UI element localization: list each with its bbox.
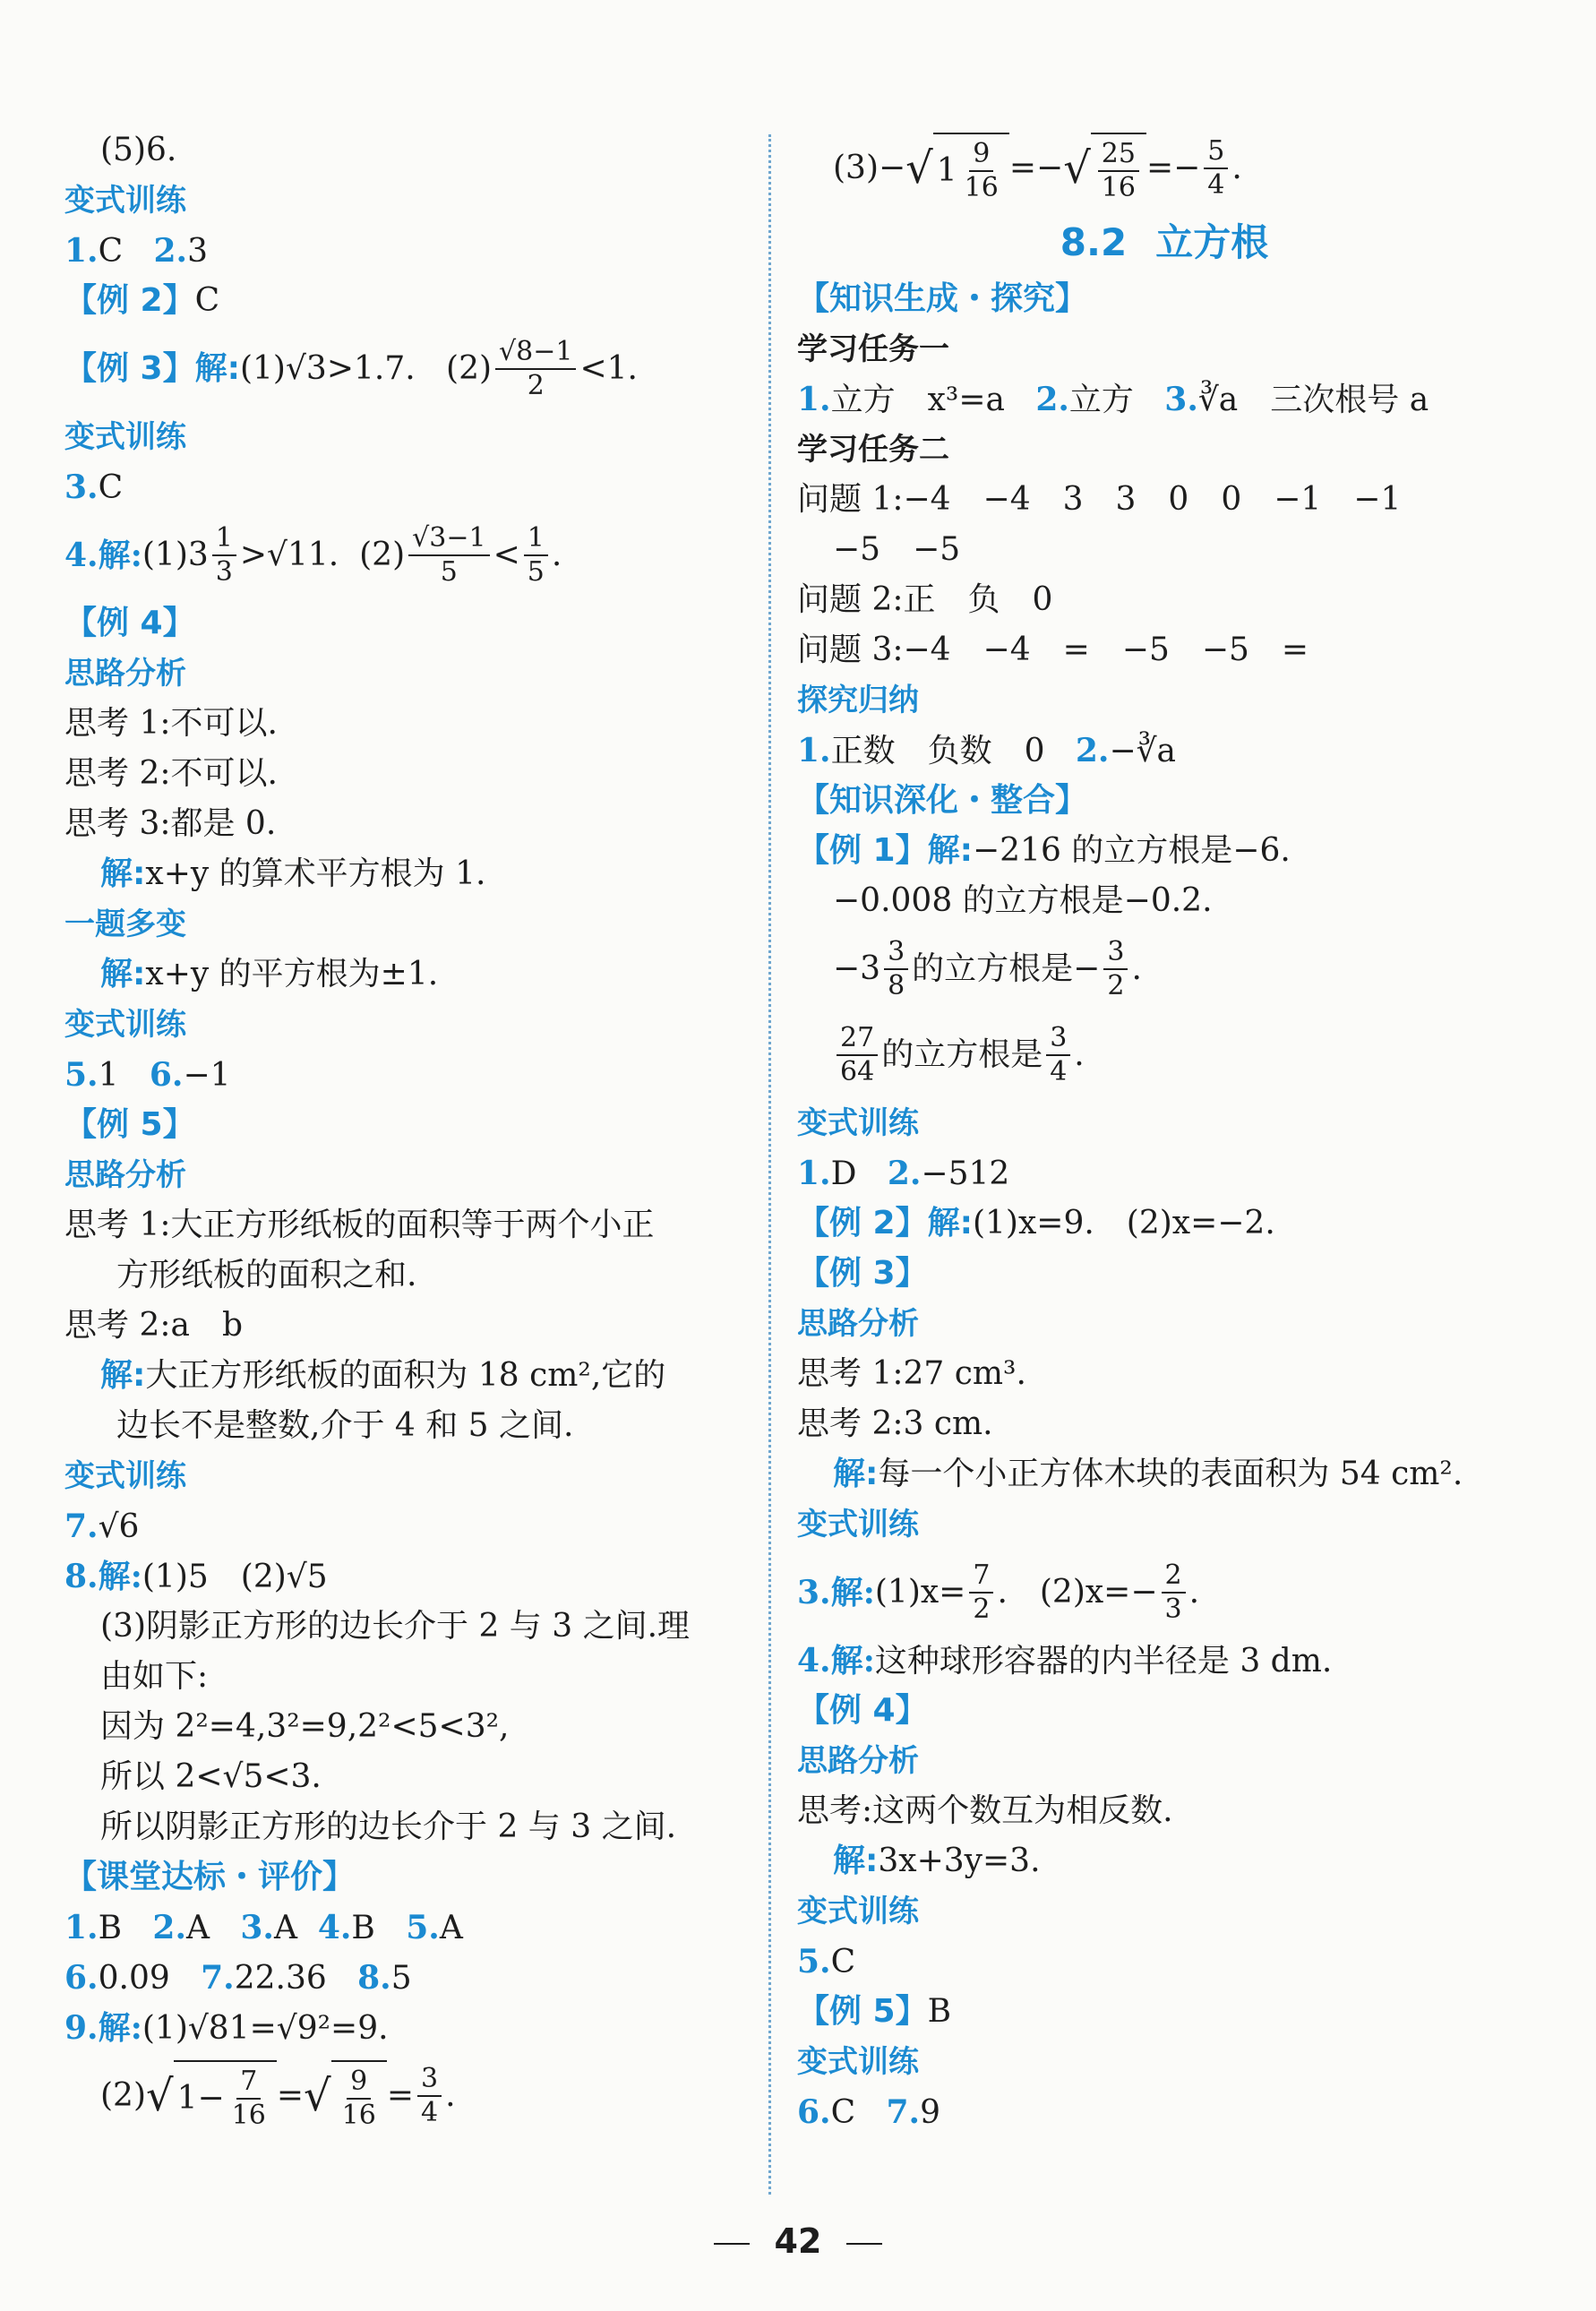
text-line: 思考 1:不可以. — [64, 705, 278, 742]
example-2: 【例 2】解:(1)x=9. (2)x=−2. — [797, 1205, 1275, 1241]
heading-task-2: 学习任务二 — [797, 432, 949, 468]
text-line: −0.008 的立方根是−0.2. — [833, 882, 1213, 919]
right-column — [797, 125, 1532, 2137]
text-line: 思考 2:3 cm. — [797, 1405, 993, 1442]
text-line: 由如下: — [100, 1658, 209, 1695]
text-line: 所以阴影正方形的边长介于 2 与 3 之间. — [100, 1808, 677, 1845]
radical: √ 1 $\frac{9}{16}$ — [905, 133, 1009, 204]
left-column — [64, 125, 745, 2139]
heading-summary: 探究归纳 — [797, 683, 919, 718]
answer-line: 6.0.09 7.22.36 8.5 — [64, 1959, 412, 1997]
text-line: 边长不是整数,介于 4 和 5 之间. — [116, 1407, 574, 1444]
example-2: 【例 2】C — [64, 282, 220, 319]
solution-line: 解:3x+3y=3. — [833, 1843, 1041, 1879]
heading-variation-training: 变式训练 — [64, 1007, 186, 1043]
heading-variation-training: 变式训练 — [64, 183, 186, 219]
fraction: $\frac{3}{4}$ — [417, 2063, 442, 2129]
heading-variation-training: 变式训练 — [797, 2044, 919, 2080]
fraction: $\frac{1}{5}$ — [524, 522, 548, 588]
heading-knowledge-generation: 【知识生成・探究】 — [797, 280, 1088, 317]
text-line: 问题 1:−4 −4 3 3 0 0 −1 −1 — [797, 481, 1402, 518]
heading-task-1: 学习任务一 — [797, 331, 949, 367]
answer-line: 5.C — [797, 1943, 856, 1980]
fraction: $\frac{√3-1}{5}$ — [408, 522, 489, 588]
text-line: 思考 1:27 cm³. — [797, 1355, 1026, 1392]
answer-line: 1.D 2.−512 — [797, 1155, 1010, 1192]
answer-line: 7.√6 — [64, 1508, 140, 1545]
heading-analysis: 思路分析 — [64, 656, 186, 692]
solution-line: 解:大正方形纸板的面积为 18 cm²,它的 — [100, 1357, 666, 1394]
text-line: 思考 2:不可以. — [64, 755, 278, 792]
heading-analysis: 思路分析 — [64, 1157, 186, 1193]
text-line: $\frac{27}{64}$ 的立方根是 $\frac{3}{4}$ . — [797, 1012, 1532, 1098]
fraction: $\frac{5}{4}$ — [1204, 135, 1228, 202]
radical: √ $\frac{25}{16}$ — [1063, 133, 1146, 204]
answer-line: 8.解:(1)5 (2)√5 — [64, 1558, 328, 1595]
answer-line: 6.C 7.9 — [797, 2093, 940, 2131]
text-line: −3 $\frac{3}{8}$ 的立方根是− $\frac{3}{2}$ . — [833, 936, 1142, 1001]
heading-variation-training: 变式训练 — [797, 1894, 919, 1929]
text-line: 问题 2:正 负 0 — [797, 581, 1053, 618]
section-title: 8.2 立方根 — [1060, 220, 1269, 264]
text-line: −5 −5 — [833, 531, 961, 568]
solution-line: 解:每一个小正方体木块的表面积为 54 cm². — [833, 1456, 1463, 1492]
radical: √ 1− $\frac{7}{16}$ — [146, 2060, 277, 2132]
text-line: 因为 2²=4,3²=9,2²<5<3², — [100, 1708, 510, 1745]
answer-line: 4.解:这种球形容器的内半径是 3 dm. — [797, 1642, 1333, 1680]
answer-line: 5.1 6.−1 — [64, 1056, 231, 1094]
fraction: $\frac{√8-1}{2}$ — [495, 336, 576, 402]
heading-variation-training: 变式训练 — [64, 419, 186, 455]
text-line: 思考:这两个数互为相反数. — [797, 1792, 1173, 1829]
heading-variation-training: 变式训练 — [797, 1105, 919, 1141]
heading-knowledge-deepening: 【知识深化・整合】 — [797, 782, 1088, 819]
heading-analysis: 思路分析 — [797, 1306, 919, 1342]
heading-one-question-many-changes: 一题多变 — [64, 906, 186, 942]
answer-line — [64, 125, 745, 176]
text: (5)6. — [100, 132, 177, 168]
example-3: 【例 3】 — [797, 1255, 928, 1292]
radical: √ $\frac{9}{16}$ — [304, 2060, 387, 2132]
heading-variation-training: 变式训练 — [797, 1507, 919, 1542]
answer-line: 3.解: (1)x= $\frac{7}{2}$ . (2)x=− $\frac{2}{3}$ . — [797, 1559, 1200, 1625]
answer-line: 1.C 2.3 — [64, 232, 208, 270]
page-number-text: 42 — [774, 2221, 822, 2261]
answer-line: (2) √ 1− $\frac{7}{16}$ = √ $\frac{9}{16}$ = $\frac{3}{4}$ . — [64, 2053, 745, 2139]
solution-line: 解:x+y 的算术平方根为 1. — [100, 855, 486, 892]
column-divider — [768, 134, 771, 2195]
example-4: 【例 4】 — [797, 1692, 928, 1729]
text-line: 问题 3:−4 −4 = −5 −5 = — [797, 631, 1309, 668]
text-line: (3)阴影正方形的边长介于 2 与 3 之间.理 — [100, 1608, 691, 1645]
heading-variation-training: 变式训练 — [64, 1458, 186, 1494]
text-line: 所以 2<√5<3. — [100, 1758, 322, 1795]
text-line: 思考 1:大正方形纸板的面积等于两个小正 — [64, 1207, 655, 1243]
page-number — [0, 2221, 1596, 2261]
example-1: 【例 1】解:−216 的立方根是−6. — [797, 832, 1291, 869]
answer-line: 9.解:(1)√81=√9²=9. — [64, 2009, 389, 2047]
answer-line: 3.C — [64, 468, 124, 506]
answer-line: 4.解: (1)3 $\frac{1}{3}$ >√11. (2) $\frac{√3-1}{5}$ < $\frac{1}{5}$ . — [64, 522, 562, 588]
text-line: 思考 3:都是 0. — [64, 805, 277, 842]
heading-classroom-assessment: 【课堂达标・评价】 — [64, 1859, 356, 1895]
text-line: 思考 2:a b — [64, 1307, 243, 1344]
heading-analysis: 思路分析 — [797, 1743, 919, 1779]
example-5: 【例 5】 — [64, 1106, 195, 1143]
answer-line: 1.正数 负数 0 2.−∛a — [797, 732, 1177, 769]
solution-line: 解:x+y 的平方根为±1. — [100, 956, 439, 992]
text-line: 方形纸板的面积之和. — [116, 1257, 417, 1293]
answer-line: (3)− √ 1 $\frac{9}{16}$ =− √ $\frac{25}{16}$ =− $\frac{5}{4}$ . — [797, 125, 1532, 211]
example-3: 【例 3】解: (1)√3>1.7. (2) $\frac{√8-1}{2}$ <1. — [64, 336, 638, 401]
example-4: 【例 4】 — [64, 605, 195, 641]
answer-line: 1.立方 x³=a 2.立方 3.∛a 三次根号 a — [797, 381, 1429, 418]
example-5: 【例 5】B — [797, 1993, 952, 2030]
answer-line: 1.B 2.A 3.A 4.B 5.A — [64, 1909, 463, 1946]
fraction: $\frac{1}{3}$ — [212, 522, 236, 588]
